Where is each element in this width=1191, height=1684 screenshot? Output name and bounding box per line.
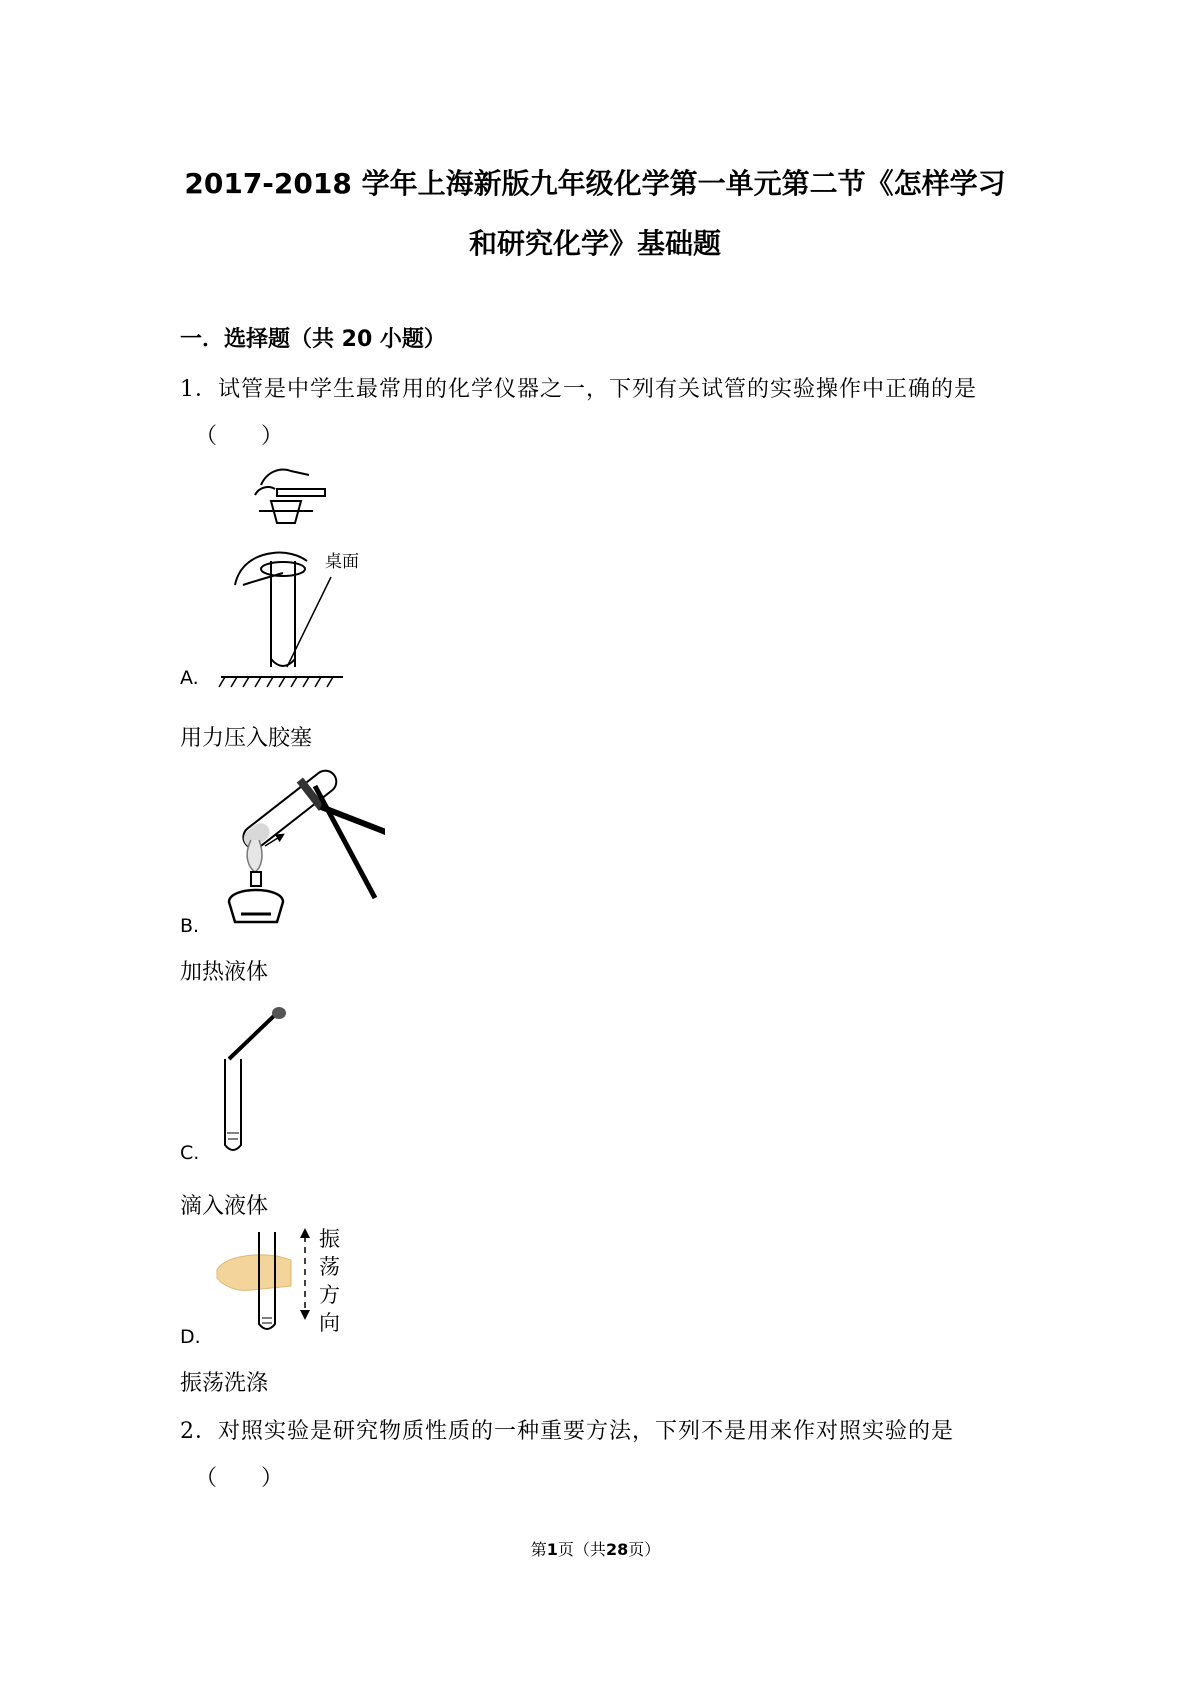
dropper <box>229 1013 277 1059</box>
option-b-label: B. <box>180 915 200 937</box>
page-title-line-2: 和研究化学》基础题 <box>468 227 721 260</box>
figure-label-char: 方 <box>319 1283 340 1307</box>
test-tube <box>225 1059 241 1150</box>
footer-text: 第 <box>530 1540 547 1559</box>
figure-option-c <box>215 1005 295 1155</box>
option-b-text: 加热液体 <box>180 960 269 985</box>
question-stem-text: 试管是中学生最常用的化学仪器之一，下列有关试管的实验操作中正确的是 <box>218 377 978 402</box>
figure-option-a <box>215 465 360 695</box>
question-number: 2． <box>180 1419 218 1444</box>
hand-outline <box>261 470 309 485</box>
page-total: 28 <box>605 1540 629 1559</box>
figure-label-char: 向 <box>319 1311 340 1335</box>
page-footer <box>0 1537 1191 1560</box>
option-c-label: C. <box>180 1142 200 1164</box>
hand <box>217 1255 291 1291</box>
desk-hatching <box>219 677 333 687</box>
answer-blank: （ ） <box>195 1466 284 1491</box>
alcohol-lamp <box>229 890 283 922</box>
figure-option-d <box>215 1224 350 1342</box>
option-c-text: 滴入液体 <box>180 1194 269 1219</box>
page-title-line-1: 2017-2018 学年上海新版九年级化学第一单元第二节《怎样学习 <box>184 167 1006 200</box>
glass-tube <box>277 489 325 496</box>
question-stem-text: 对照实验是研究物质性质的一种重要方法，下列不是用来作对照实验的是 <box>218 1419 955 1444</box>
question-2-stem <box>180 1414 954 1445</box>
question-number: 1． <box>180 377 218 402</box>
dropper-bulb <box>272 1007 286 1019</box>
option-a-text: 用力压入胶塞 <box>180 726 313 751</box>
page-number: 1 <box>546 1540 558 1559</box>
option-d-label: D. <box>180 1326 201 1348</box>
figure-option-b <box>215 768 385 938</box>
figure-label-char: 振 <box>319 1227 340 1251</box>
footer-text: 页（共 <box>557 1540 606 1559</box>
question-1-stem <box>180 372 977 403</box>
answer-blank: （ ） <box>195 424 284 449</box>
figure-label: 桌面 <box>325 552 359 572</box>
option-a-label: A. <box>180 667 199 689</box>
footer-text: 页） <box>628 1540 661 1559</box>
figure-label-char: 荡 <box>319 1255 340 1279</box>
option-d-text: 振荡洗涤 <box>180 1371 269 1396</box>
flame <box>247 840 262 872</box>
section-heading: 一．选择题（共 20 小题） <box>180 327 446 352</box>
